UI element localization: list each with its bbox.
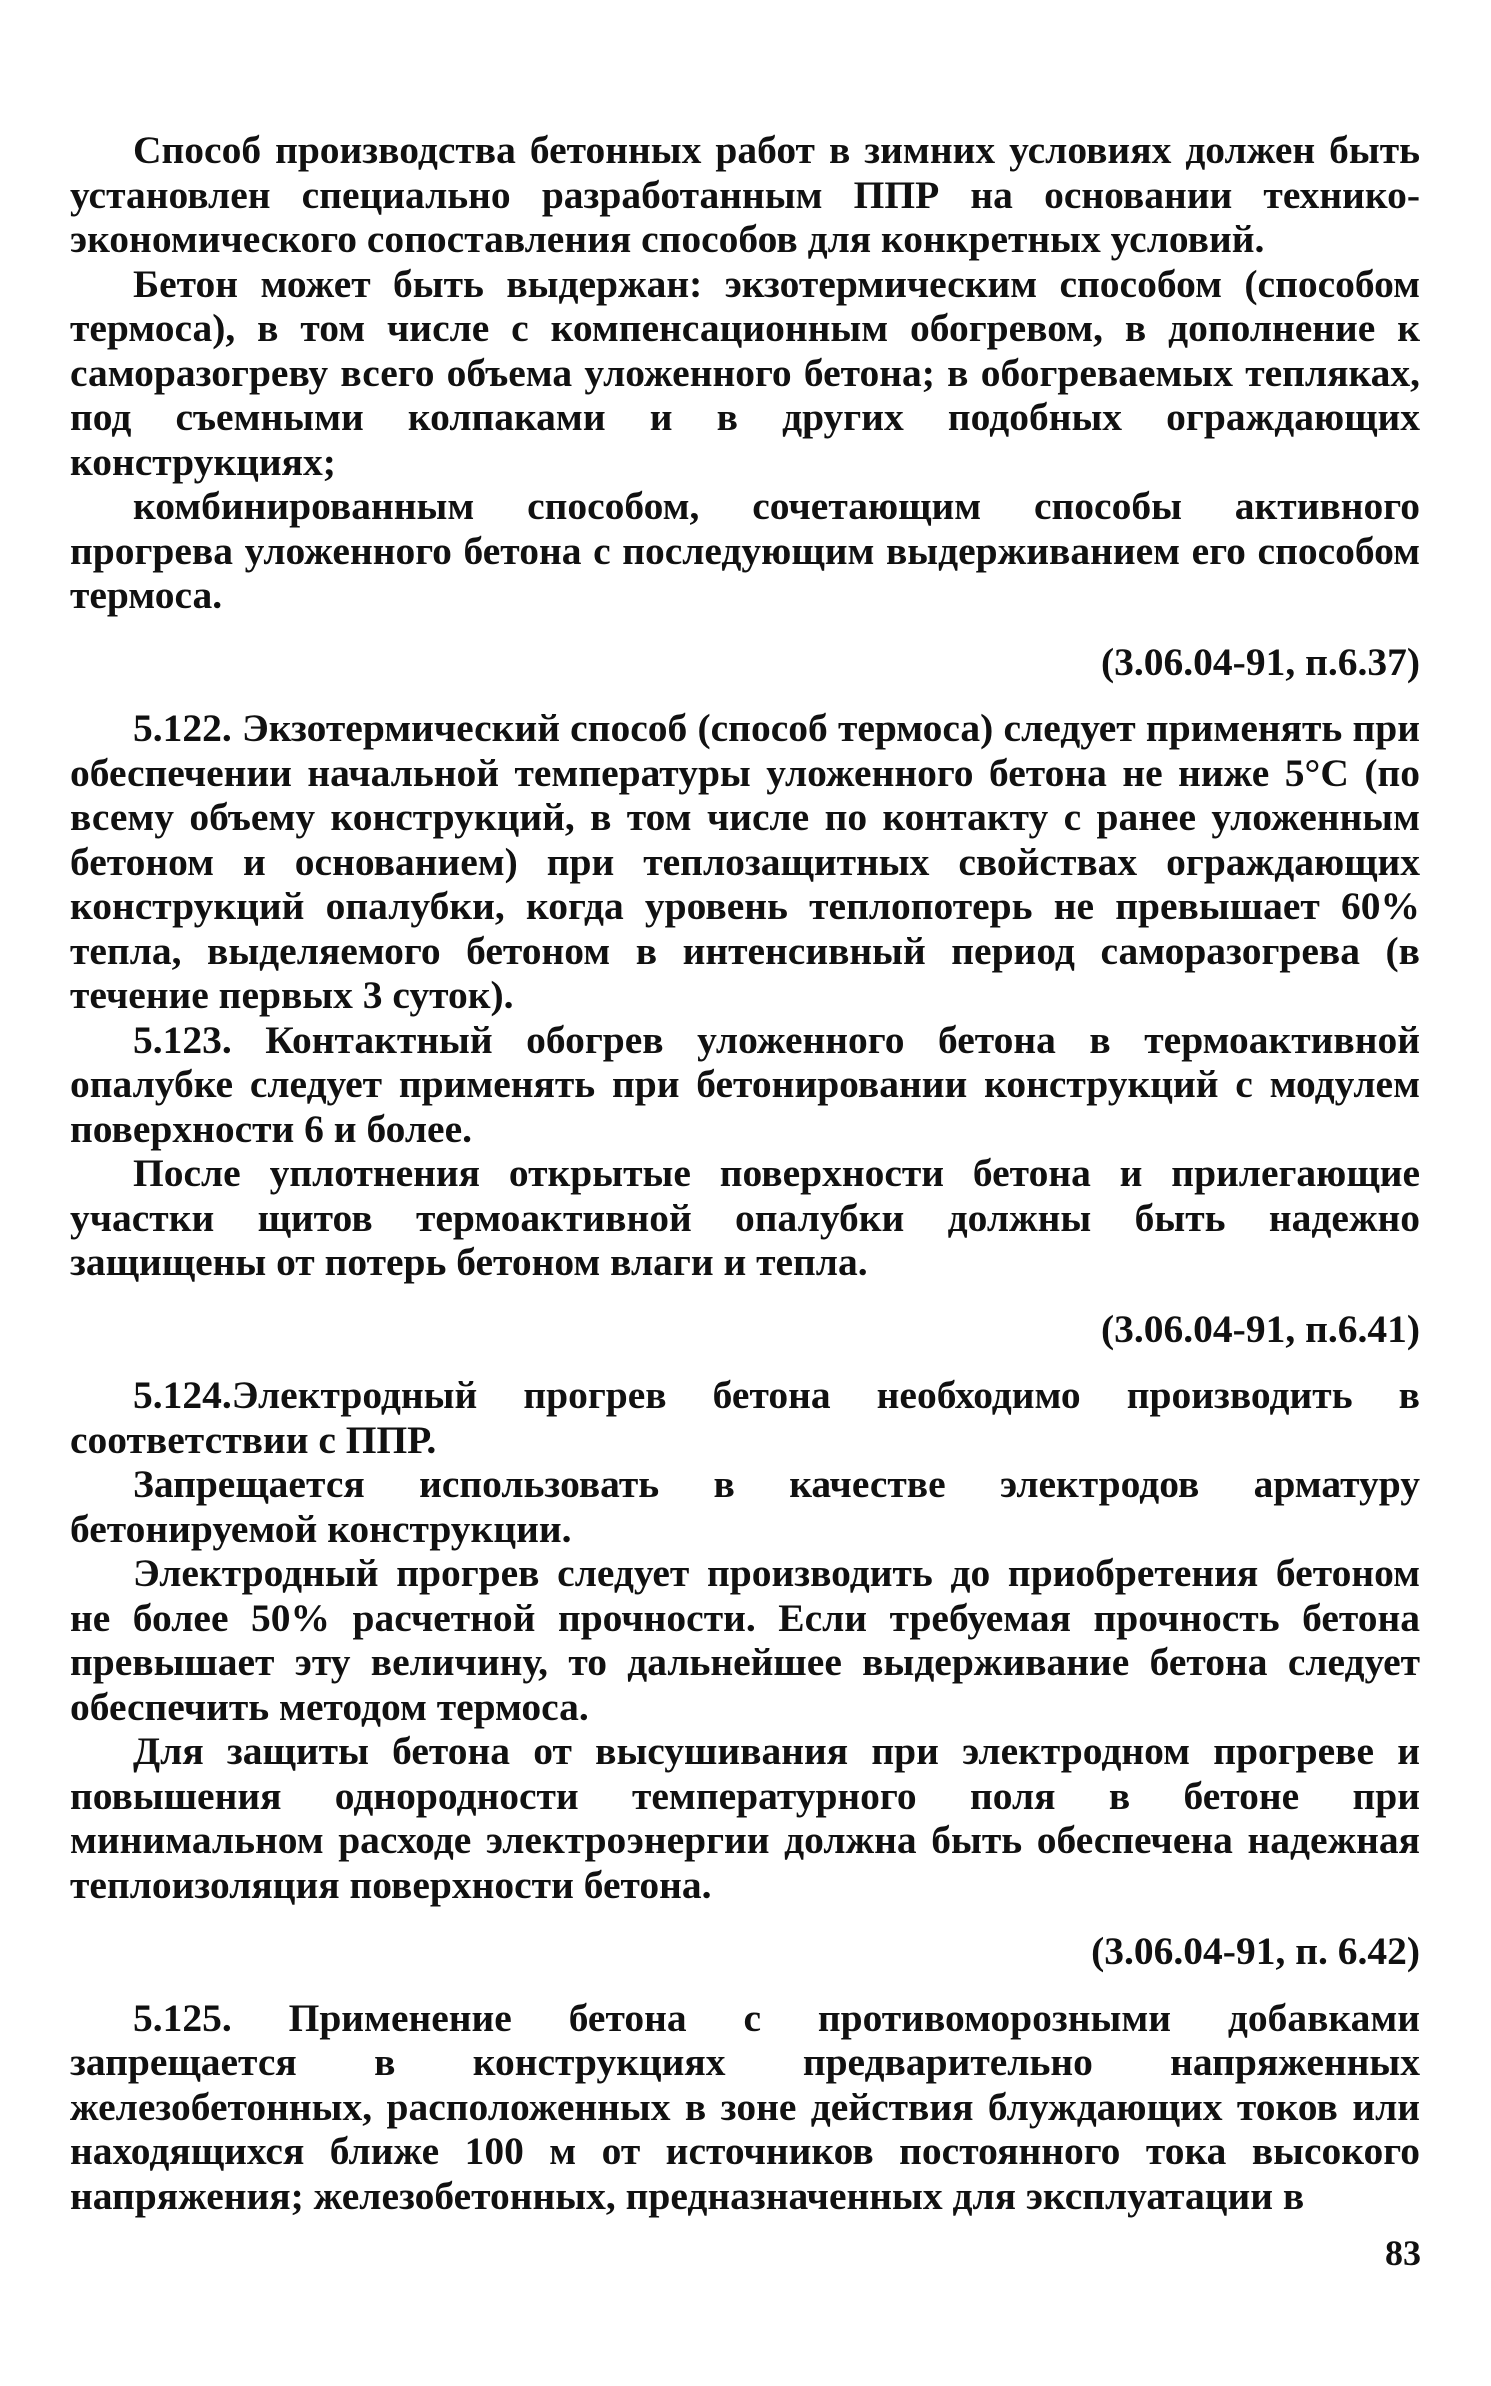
reference-6-41: (3.06.04-91, п.6.41)	[1101, 1306, 1420, 1351]
document-body	[70, 128, 1420, 2218]
paragraph-5-123: 5.123. Контактный обогрев уложенного бетона в термоактивной опалубке следует применять при бетонировании конструкций с модулем поверхности 6 и более.	[70, 1017, 1420, 1151]
paragraph-thermal-insulation: Для защиты бетона от высушивания при электродном прогреве и повышения однородности температурного поля в бетоне при минимальном расходе электроэнергии должна быть обеспечена надежная теплоизоляция поверхности бетона.	[70, 1729, 1420, 1907]
paragraph-curing-methods: Бетон может быть выдержан: экзотермическим способом (способом термоса), в том числе с компенсационным обогревом, в дополнение к саморазогреву всего объема уложенного бетона; в обогреваемых тепляках, под съемными колпаками и в других подобных ограждающих конструкциях;	[70, 261, 1420, 484]
paragraph-5-125: 5.125. Применение бетона с противоморозными добавками запрещается в конструкциях предварительно напряженных железобетонных, расположенных в зоне действия блуждающих токов или находящихся ближе 100 м от источников постоянного тока высокого напряжения; железобетонных, предназначенных для эксплуатации в	[70, 1995, 1420, 2218]
paragraph-5-122: 5.122. Экзотермический способ (способ термоса) следует применять при обеспечении начальной температуры уложенного бетона не ниже 5°С (по всему объему конструкций, в том числе по контакту с ранее уложенным бетоном и основанием) при теплозащитных свойствах ограждающих конструкций опалубки, когда уровень теплопотерь не превышает 60% тепла, выделяемого бетоном в интенсивный период саморазогрева (в течение первых 3 суток).	[70, 706, 1420, 1017]
paragraph-combined-method: комбинированным способом, сочетающим способы активного прогрева уложенного бетона с последующим выдерживанием его способом термоса.	[70, 484, 1420, 617]
paragraph-electrode-strength: Электродный прогрев следует производить до приобретения бетоном не более 50% расчетной прочности. Если требуемая прочность бетона превышает эту величину, то дальнейшее выдерживание бетона следует обеспечить методом термоса.	[70, 1551, 1420, 1729]
paragraph-5-124: 5.124.Электродный прогрев бетона необходимо производить в соответствии с ППР.	[70, 1373, 1420, 1462]
paragraph-electrode-prohibition: Запрещается использовать в качестве электродов арматуру бетонируемой конструкции.	[70, 1462, 1420, 1551]
page-number: 83	[1385, 2233, 1421, 2273]
reference-6-42: (3.06.04-91, п. 6.42)	[1091, 1929, 1420, 1973]
paragraph-surface-protection: После уплотнения открытые поверхности бетона и прилегающие участки щитов термоактивной опалубки должны быть надежно защищены от потерь бетоном влаги и тепла.	[70, 1151, 1420, 1284]
paragraph-winter-concreting-method: Способ производства бетонных работ в зимних условиях должен быть установлен специально разработанным ППР на основании технико-экономического сопоставления способов для конкретных условий.	[70, 128, 1420, 261]
reference-6-37: (3.06.04-91, п.6.37)	[1101, 639, 1420, 684]
